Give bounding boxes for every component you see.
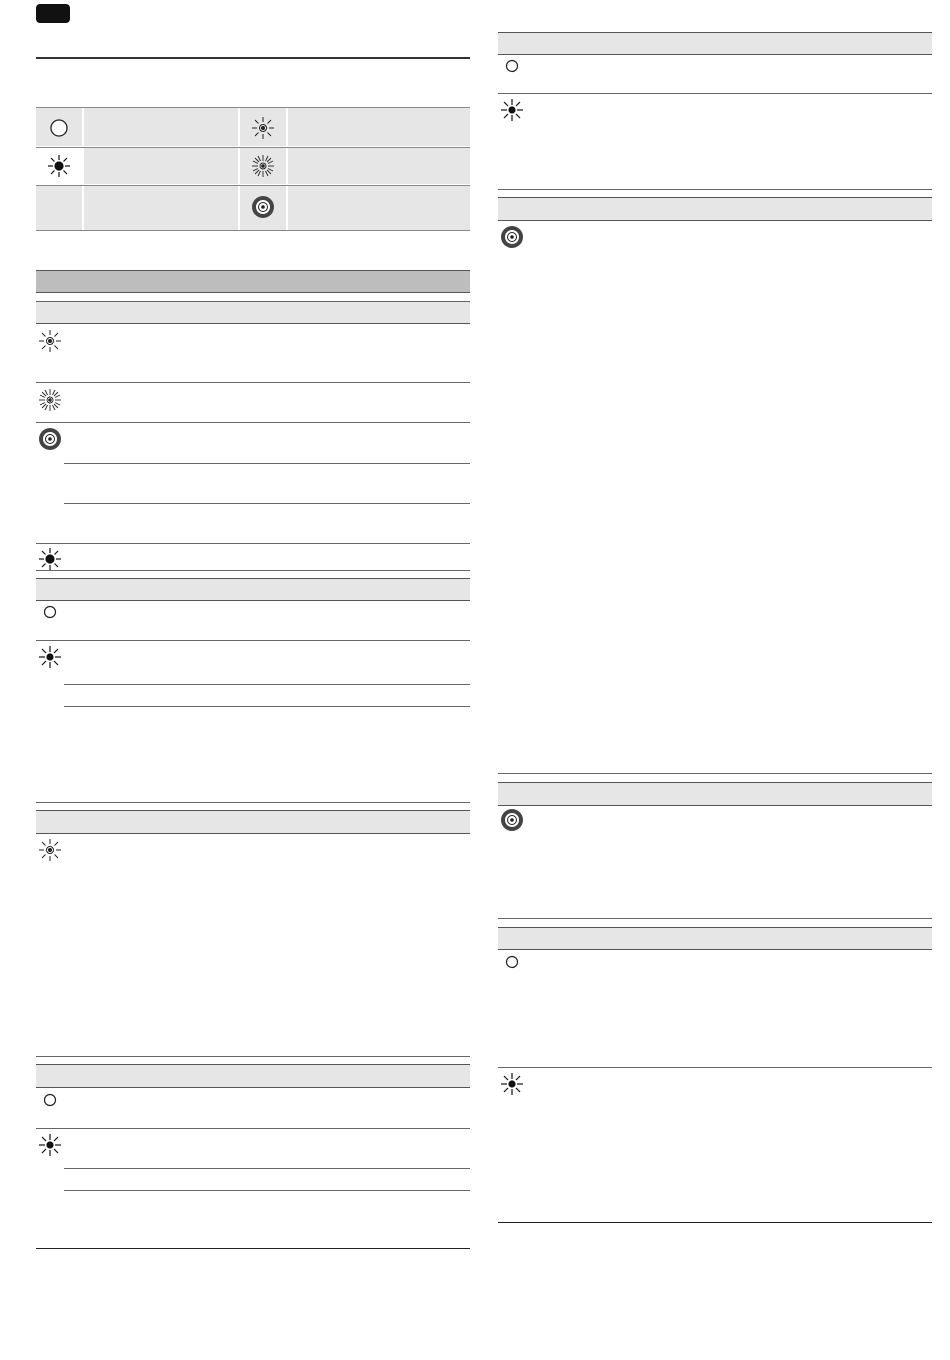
divider [36,802,470,803]
subsection-header-bar [498,32,932,55]
divider [64,706,470,707]
divider [36,1056,470,1057]
divider [36,543,470,544]
subsection-header-bar [36,302,470,324]
burst-dot-icon [251,116,275,140]
legend-text-cell [288,148,470,184]
divider [36,1248,470,1249]
divider [498,1222,932,1223]
language-badge [36,4,70,23]
legend-text-cell [84,148,238,184]
circle-off-icon [47,116,71,140]
circle-off-icon [500,54,524,78]
divider [498,773,932,774]
subsection-header-bar [498,197,932,221]
divider [498,189,932,190]
starburst-icon [47,154,71,178]
starburst-icon [500,98,524,122]
spiral-ring-icon [251,195,275,219]
divider [64,503,470,504]
legend-icon-cell [36,186,82,230]
starburst-icon [38,645,62,669]
starburst-icon [38,1133,62,1157]
divider [64,463,470,464]
divider [36,640,470,641]
burst-dot-icon [38,329,62,353]
divider [64,684,470,685]
subsection-header-bar [36,810,470,834]
subsection-header-bar [36,578,470,601]
double-burst-icon [38,388,62,412]
starburst-icon [38,547,62,571]
starburst-icon [500,1072,524,1096]
circle-off-icon [38,600,62,624]
legend-text-cell [288,108,470,146]
burst-dot-icon [38,838,62,862]
circle-off-icon [500,950,524,974]
divider [36,570,470,571]
legend-bottom-rule [36,230,470,231]
spiral-ring-icon [38,427,62,451]
spiral-ring-icon [500,808,524,832]
divider [36,1128,470,1129]
subsection-header-bar [36,1064,470,1088]
divider [36,422,470,423]
spiral-ring-icon [500,225,524,249]
legend-text-cell [84,186,238,230]
legend-text-cell [84,108,238,146]
circle-off-icon [38,1088,62,1112]
divider [64,1168,470,1169]
divider [498,918,932,919]
subsection-header-bar [498,927,932,950]
divider [498,93,932,94]
divider [498,1067,932,1068]
divider [64,1190,470,1191]
header-rule [36,57,470,59]
subsection-header-bar [498,782,932,806]
legend-text-cell [288,186,470,230]
divider [36,382,470,383]
double-burst-icon [251,154,275,178]
section-header-bar [36,270,470,293]
